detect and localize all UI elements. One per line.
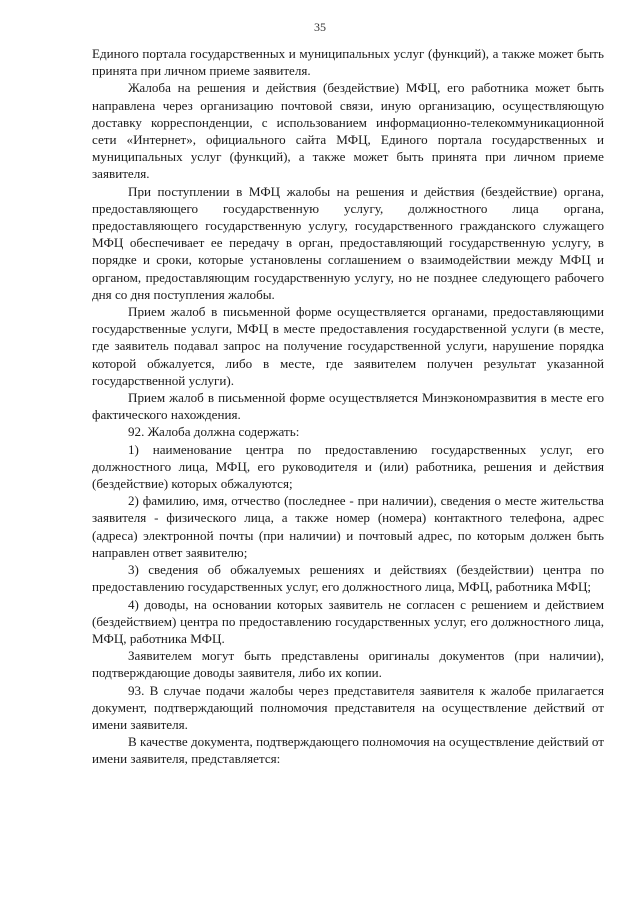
- list-item-1: 1) наименование центра по предоставлению государственных услуг, его должностного лица, МФЦ, его руководителя и (или) работника, решения и действия (бездействие) которых обжалуются;: [92, 441, 604, 492]
- paragraph-item-93: 93. В случае подачи жалобы через представителя заявителя к жалобе прилагается документ, подтверждающий полномочия представителя на осуществление действий от имени заявителя.: [92, 682, 604, 732]
- paragraph-authority-document: В качестве документа, подтверждающего полномочия на осуществление действий от имени заявителя, представляется:: [92, 734, 604, 767]
- paragraph-mfc-complaint-channels: Жалоба на решения и действия (бездействие) МФЦ, его работника может быть направлена через организацию почтовой связи, иную организацию, осуществляющую доставку корреспонденции, с использованием информационно-телекоммуникационной сети «Интернет», официального сайта МФЦ, Единого портала государственных и муниципальных услуг (функций), а также может быть принята при личном приеме заявителя.: [92, 80, 604, 182]
- paragraph-supporting-documents: Заявителем могут быть представлены оригиналы документов (при наличии), подтверждающие доводы заявителя, либо их копии.: [92, 648, 604, 681]
- list-item-2: 2) фамилию, имя, отчество (последнее - при наличии), сведения о месте жительства заявителя - физического лица, а также номер (номера) контактного телефона, адрес (адреса) электронной почты (при наличии) и почтовый адрес, по которым должен быть направлен ответ заявителю;: [92, 493, 604, 560]
- document-body: [92, 45, 604, 768]
- list-item-3: 3) сведения об обжалуемых решениях и действиях (бездействии) центра по предоставлению государственных услуг, его должностного лица, МФЦ, работника МФЦ;: [92, 562, 604, 595]
- list-item-4: 4) доводы, на основании которых заявитель не согласен с решением и действием (бездействием) центра по предоставлению государственных услуг, его должностного лица, МФЦ, работника МФЦ.: [92, 596, 604, 646]
- paragraph-ministry-reception: Прием жалоб в письменной форме осуществляется Минэкономразвития в месте его фактического нахождения.: [92, 390, 604, 423]
- page-number: 35: [314, 20, 326, 34]
- paragraph-item-92: 92. Жалоба должна содержать:: [128, 424, 300, 440]
- paragraph-mfc-forwarding: При поступлении в МФЦ жалобы на решения и действия (бездействие) органа, предоставляющего государственную услугу, должностного лица органа, предоставляющего государственную услугу, государственного гражданского служащего МФЦ обеспечивает ее передачу в орган, предоставляющий государственную услугу, в порядке и сроки, которые установлены соглашением о взаимодействии между МФЦ и органом, предоставляющим государственную услугу, но не позднее следующего рабочего дня со дня поступления жалобы.: [92, 183, 604, 302]
- paragraph-written-reception: Прием жалоб в письменной форме осуществляется органами, предоставляющими государственные услуги, МФЦ в месте предоставления государственной услуги (в месте, где заявитель подавал запрос на получение государственной услуги, нарушение порядка которой обжалуется, либо в месте, где заявителем получен результат указанной государственной услуги).: [92, 304, 604, 388]
- paragraph-continuation: Единого портала государственных и муниципальных услуг (функций), а также может быть принята при личном приеме заявителя.: [92, 46, 604, 79]
